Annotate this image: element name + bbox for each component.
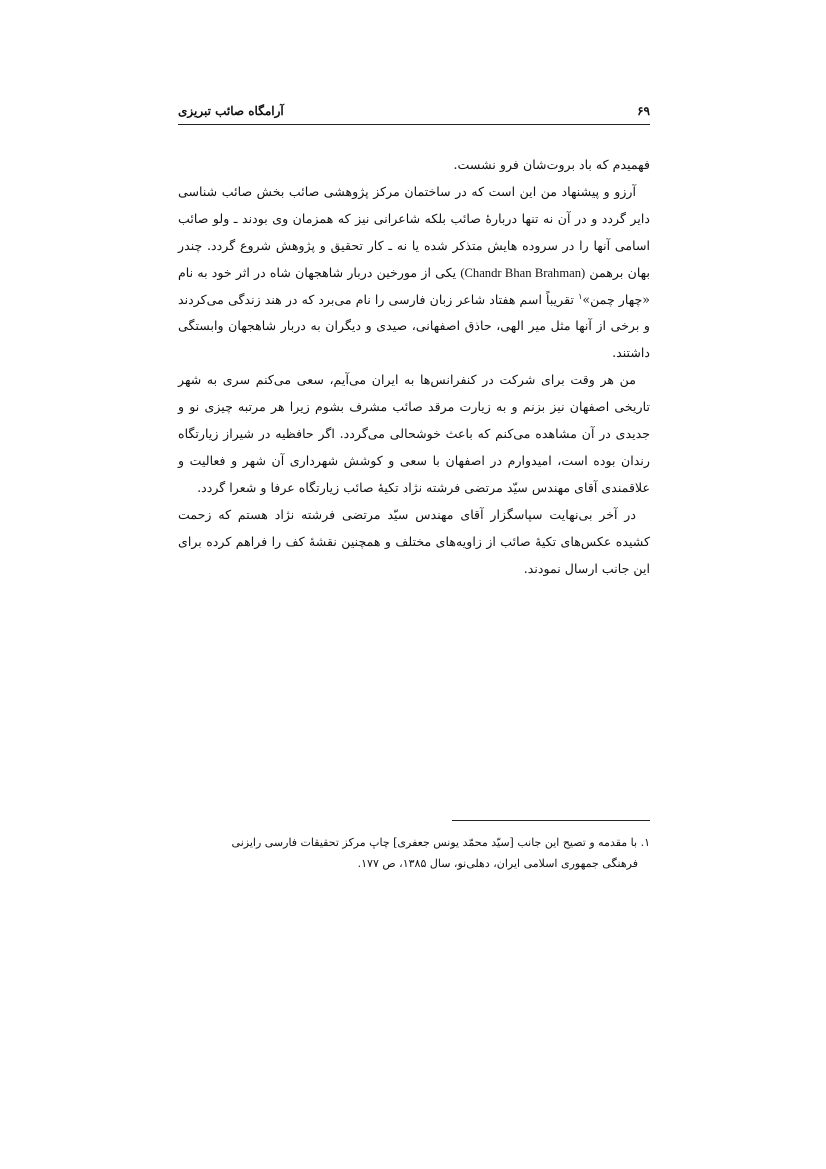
running-title: آرامگاه صائب تبریزی xyxy=(178,104,284,118)
paragraph-2 xyxy=(178,179,650,367)
body-text xyxy=(178,152,650,583)
paragraph-4: در آخر بی‌نهایت سپاسگزار آقای مهندس سیّد مرتضی فرشته نژاد هستم که زحمت کشیده عکس‌های تکیهٔ صائب از زاویه‌های مختلف و همچنین نقشهٔ کف را فراهم کرده برای این جانب ارسال نمودند. xyxy=(178,506,650,576)
footnote-line-2: فرهنگی جمهوری اسلامی ایران، دهلی‌نو، سال ۱۳۸۵، ص ۱۷۷. xyxy=(357,857,638,870)
paragraph-1: فهمیدم که باد بروت‌شان فرو نشست. xyxy=(453,157,650,172)
paragraph-2-text-b: یکی از مورخین دربار شاهجهان شاه در اثر خود به نام «چهار چمن» xyxy=(178,264,651,307)
latin-name: (Chandr Bhan Brahman) xyxy=(460,265,586,280)
footnote xyxy=(178,832,650,874)
running-header xyxy=(178,100,650,125)
paragraph-2-text-c: تقریباً اسم هفتاد شاعر زبان فارسی را نام می‌برد که در هند زندگی می‌کردند و برخی از آنها مثل میر الهی، حاذق اصفهانی، صیدی و دیگران به دربار شاهجهان وابستگی داشتند. xyxy=(178,291,650,361)
paragraph-2-text-a: آرزو و پیشنهاد من این است که در ساختمان مرکز پژوهشی صائب بخش صائب شناسی دایر گردد و در آن نه تنها دربارهٔ صائب بلکه شاعرانی نیز که همزمان وی بودند ـ ولو صائب اسامی آنها را در سروده هایش متذکر شده یا نه ـ کار تحقیق و پژوهش شروع گردد. چندر بهان برهمن xyxy=(178,183,650,280)
footnote-line-1: ۱. با مقدمه و تصیح این جانب [سیّد محمّد یونس جعفری] چاپ مرکز تحقیقات فارسی رایزنی xyxy=(231,836,650,849)
footnote-divider xyxy=(452,820,650,821)
footnote-reference[interactable]: ۱ xyxy=(578,291,583,301)
paragraph-3: من هر وقت برای شرکت در کنفرانس‌ها به ایران می‌آیم، سعی می‌کنم سری به شهر تاریخی اصفهان نیز بزنم و به زیارت مرقد صائب مشرف بشوم زیرا هر مرتبه چیزی نو و جدیدی در آن مشاهده می‌کنم که باعث خوشحالی می‌گردد. اگر حافظیه در شیراز زیارتگاه رندان بوده است، امیدوارم در اصفهان با سعی و کوشش شهرداری آن شهر و فعالیت و علاقمندی آقای مهندس سیّد مرتضی فرشته نژاد تکیهٔ صائب زیارتگاه عرفا و شعرا گردد. xyxy=(178,372,650,495)
page-number: ۶۹ xyxy=(637,104,650,118)
